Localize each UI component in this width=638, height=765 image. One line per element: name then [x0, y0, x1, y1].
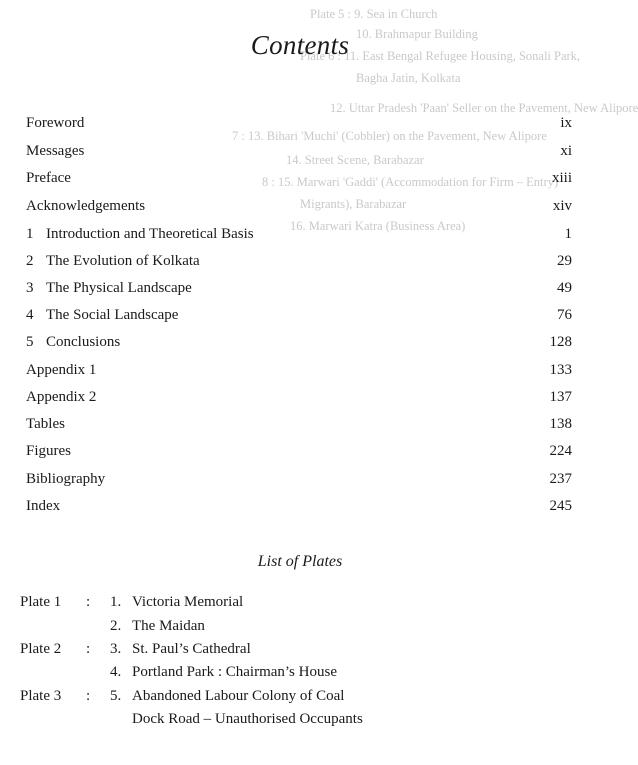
toc-chapter-entry[interactable]	[26, 280, 572, 302]
toc-entry-label: Preface	[26, 170, 71, 186]
ghost-line: Plate 5 : 9. Sea in Church	[310, 7, 438, 21]
plate-item-title: The Maidan	[132, 618, 205, 634]
plate-entry[interactable]	[20, 664, 580, 688]
toc-chapter-entry[interactable]	[26, 307, 572, 329]
toc-entry-label: Foreword	[26, 115, 85, 131]
plate-label: Plate 2	[20, 641, 62, 657]
toc-entry-label: Appendix 2	[26, 389, 97, 405]
toc-chapter-entry[interactable]	[26, 334, 572, 356]
toc-entry-page: 76	[557, 307, 572, 323]
toc-chapter-entry[interactable]	[26, 253, 572, 275]
toc-entry-label: Acknowledgements	[26, 198, 146, 214]
plate-entry[interactable]	[20, 618, 580, 642]
plate-item-title: St. Paul’s Cathedral	[132, 641, 251, 657]
toc-entry-label: The Evolution of Kolkata	[46, 253, 200, 269]
plate-item-number: 4.	[110, 664, 122, 680]
toc-entry[interactable]	[26, 115, 572, 137]
plate-item-title: Dock Road – Unauthorised Occupants	[132, 711, 363, 727]
toc-entry-label: The Social Landscape	[46, 307, 179, 323]
toc-entry-label: Bibliography	[26, 471, 106, 487]
plate-item-title: Abandoned Labour Colony of Coal	[132, 688, 345, 704]
ghost-line: Migrants), Barabazar	[300, 197, 407, 211]
plate-item-number: 1.	[110, 594, 122, 610]
toc-entry-page: ix	[560, 115, 572, 131]
plate-colon: :	[86, 688, 91, 704]
plate-item-number: 2.	[110, 618, 122, 634]
toc-entry[interactable]	[26, 143, 572, 165]
toc-entry-page: 49	[557, 280, 572, 296]
toc-chapter-number: 1	[26, 226, 34, 242]
plate-label: Plate 3	[20, 688, 62, 704]
toc-entry[interactable]	[26, 416, 572, 438]
toc-entry-label: Conclusions	[46, 334, 121, 350]
plate-entry[interactable]	[20, 594, 580, 618]
toc-entry[interactable]	[26, 389, 572, 411]
plate-entry[interactable]	[20, 688, 580, 712]
toc-entry-label: Appendix 1	[26, 362, 97, 378]
toc-entry-page: xiii	[551, 170, 572, 186]
toc-entry-page: 29	[557, 253, 572, 269]
ghost-line: Plate 6 : 11. East Bengal Refugee Housing, Sonali Park,	[300, 49, 581, 63]
toc-entry-page: 237	[549, 471, 572, 487]
toc-entry-page: 128	[549, 334, 572, 350]
toc-chapter-number: 2	[26, 253, 34, 269]
toc-entry-label: Introduction and Theoretical Basis	[46, 226, 254, 242]
toc-entry-page: 138	[549, 416, 572, 432]
toc-entry-page: 137	[549, 389, 572, 405]
toc-entry-label: Tables	[26, 416, 65, 432]
toc-entry-page: 1	[564, 226, 572, 242]
list-of-plates-heading: List of Plates	[257, 553, 343, 570]
ghost-line: Bagha Jatin, Kolkata	[356, 71, 461, 85]
toc-entry[interactable]	[26, 498, 572, 520]
ghost-line: 12. Uttar Pradesh 'Paan' Seller on the Pavement, New Alipore	[330, 101, 638, 115]
ghost-line: 10. Brahmapur Building	[356, 27, 478, 41]
toc-entry-page: xi	[560, 143, 572, 159]
plate-item-number: 3.	[110, 641, 122, 657]
toc-chapter-number: 4	[26, 307, 34, 323]
plate-label: Plate 1	[20, 594, 62, 610]
ghost-line: 14. Street Scene, Barabazar	[286, 153, 424, 167]
toc-entry-label: Figures	[26, 443, 71, 459]
plate-entry[interactable]	[20, 641, 580, 665]
plate-item-number: 5.	[110, 688, 122, 704]
toc-chapter-number: 5	[26, 334, 34, 350]
ghost-line: 7 : 13. Bihari 'Muchi' (Cobbler) on the Pavement, New Alipore	[232, 129, 547, 143]
page-title: Contents	[250, 30, 350, 60]
toc-entry[interactable]	[26, 443, 572, 465]
toc-entry[interactable]	[26, 471, 572, 493]
plate-colon: :	[86, 641, 91, 657]
ghost-line: 16. Marwari Katra (Business Area)	[290, 219, 466, 233]
toc-entry-page: xiv	[552, 198, 572, 214]
toc-entry[interactable]	[26, 362, 572, 384]
toc-entry-page: 224	[549, 443, 572, 459]
toc-entry[interactable]	[26, 170, 572, 192]
toc-entry[interactable]	[26, 198, 572, 220]
toc-entry-label: The Physical Landscape	[46, 280, 192, 296]
toc-entry-page: 245	[549, 498, 572, 514]
plate-colon: :	[86, 594, 91, 610]
plate-entry[interactable]	[20, 711, 580, 735]
toc-entry-label: Index	[26, 498, 61, 514]
toc-chapter-entry[interactable]	[26, 226, 572, 248]
plate-item-title: Victoria Memorial	[132, 594, 244, 610]
toc-entry-label: Messages	[26, 143, 85, 159]
toc-entry-page: 133	[549, 362, 572, 378]
plate-item-title: Portland Park : Chairman’s House	[132, 664, 337, 680]
toc-chapter-number: 3	[26, 280, 34, 296]
ghost-line: 8 : 15. Marwari 'Gaddi' (Accommodation for Firm – Entry)	[262, 175, 559, 189]
